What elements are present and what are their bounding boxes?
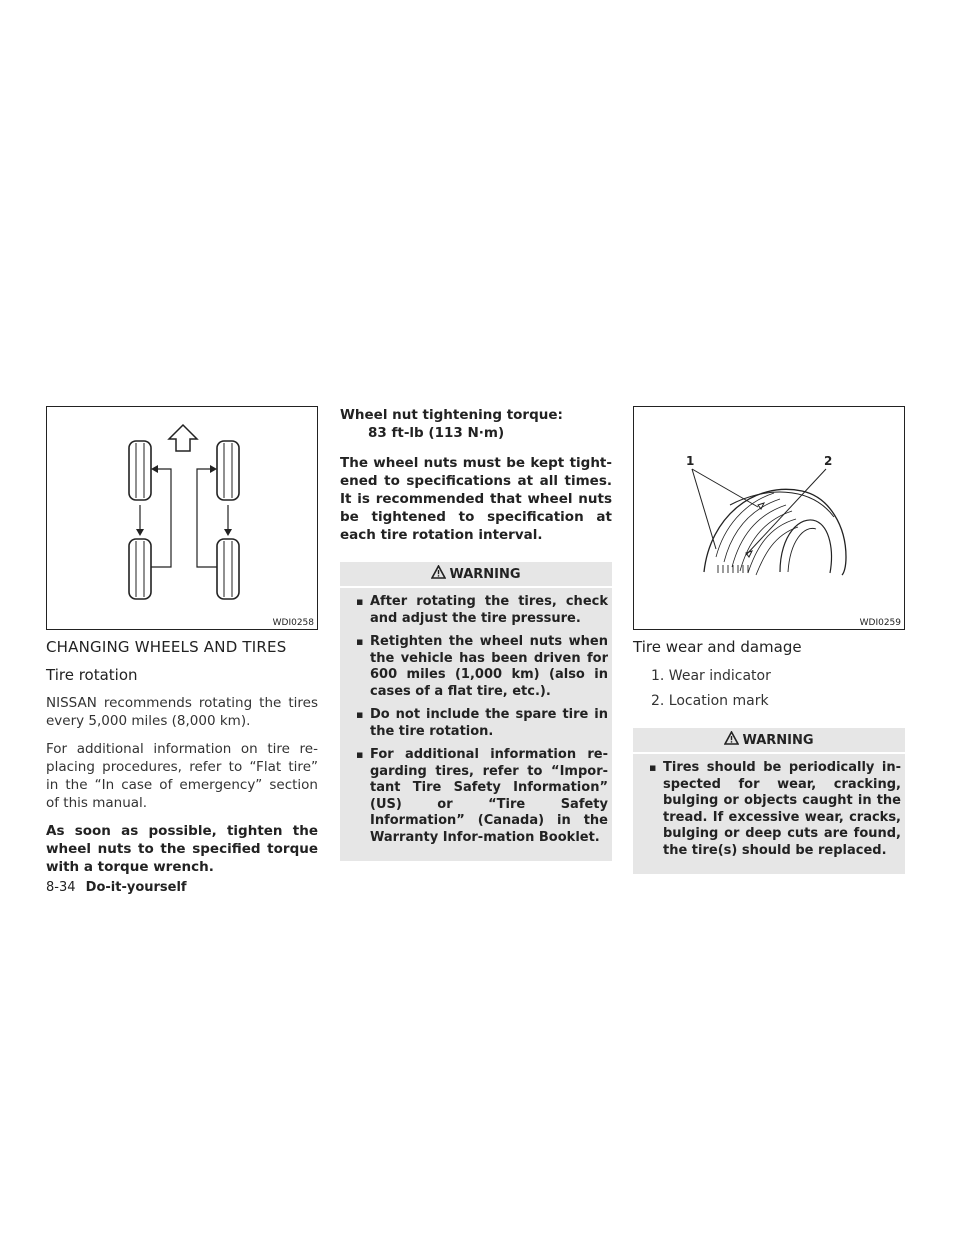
callout-1: 1 [686, 454, 695, 468]
section-title: CHANGING WHEELS AND TIRES [46, 638, 287, 656]
paragraph: For additional information on tire re-placing procedures, refer to “Flat tire” in the “In case of emergency” section of this manual. [46, 741, 318, 811]
warning-title: WARNING [742, 732, 814, 748]
legend-item: 2. Location mark [651, 693, 769, 709]
warning-item: ▪ After rotating the tires, check and adjust the tire pressure. [356, 594, 608, 627]
right-column [633, 406, 905, 874]
warning-item: ▪ Tires should be periodically in-spected for wear, cracking, bulging or objects caught in the tread. If excessive wear, cracks, bulging or deep cuts are found, the tire(s) should be replaced. [649, 760, 901, 859]
middle-column [340, 406, 612, 861]
figure-id: WDI0258 [272, 618, 314, 628]
warning-item: ▪ For additional information re-garding tires, refer to “Impor-tant Tire Safety Information” (US) or “Tire Safety Information” (Canada) in the Warranty Infor-mation Booklet. [356, 747, 608, 846]
front-right-tire [217, 441, 239, 500]
torque-value: 83 ft-lb (113 N·m) [368, 425, 505, 441]
subsection-title: Tire rotation [46, 666, 138, 684]
tire-wear-diagram [634, 407, 904, 629]
warning-header [340, 562, 612, 588]
legend-item: 1. Wear indicator [651, 668, 771, 684]
tire-rotation-diagram [47, 407, 317, 629]
tire-wear-figure [633, 406, 905, 630]
warning-item: ▪ Do not include the spare tire in the tire rotation. [356, 707, 608, 740]
figure-id: WDI0259 [859, 618, 901, 628]
tire-rotation-figure [46, 406, 318, 630]
warning-triangle-icon [431, 565, 446, 583]
warning-header [633, 728, 905, 754]
torque-label: Wheel nut tightening torque: [340, 407, 563, 423]
figure-legend [633, 664, 905, 714]
bold-paragraph: The wheel nuts must be kept tight-ened to specifications at all times. It is recommended that wheel nuts be tightened to specification at each tire rotation interval. [340, 455, 612, 543]
subsection-title: Tire wear and damage [633, 638, 802, 656]
left-column [46, 406, 318, 876]
chapter-name: Do-it-yourself [85, 880, 187, 895]
callout-2: 2 [824, 454, 833, 468]
bold-paragraph: As soon as possible, tighten the wheel nuts to the specified torque with a torque wrench. [46, 823, 318, 875]
warning-list [340, 588, 612, 846]
warning-title: WARNING [449, 566, 521, 582]
warning-list [633, 754, 905, 859]
warning-box [340, 562, 612, 861]
forward-arrow-icon [169, 425, 197, 451]
rear-right-tire [217, 539, 239, 599]
page-footer [46, 880, 187, 895]
rear-left-tire [129, 539, 151, 599]
page-number: 8-34 [46, 880, 76, 895]
warning-triangle-icon [724, 731, 739, 749]
paragraph: NISSAN recommends rotating the tires every 5,000 miles (8,000 km). [46, 695, 318, 729]
warning-item: ▪ Retighten the wheel nuts when the vehicle has been driven for 600 miles (1,000 km) (also in cases of a flat tire, etc.). [356, 634, 608, 700]
warning-box [633, 728, 905, 874]
front-left-tire [129, 441, 151, 500]
